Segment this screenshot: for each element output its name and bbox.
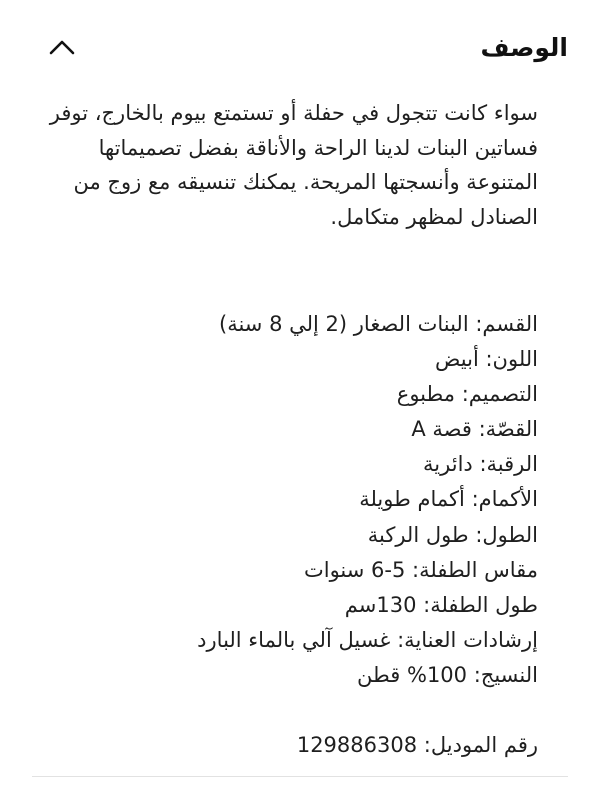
- spec-label: الأكمام:: [471, 487, 538, 512]
- chevron-up-icon: [49, 39, 75, 55]
- spec-value: قصة A: [411, 417, 472, 442]
- spec-value: دائرية: [423, 452, 473, 477]
- description-text: سواء كانت تتجول في حفلة أو تستمتع بيوم بالخارج، توفر فساتين البنات لدينا الراحة والأناقة بفضل تصميماتها المتنوعة وأنسجتها المريحة. يمكنك تنسيقه مع زوج من الصنادل لمظهر متكامل.: [49, 101, 538, 229]
- spec-label: إرشادات العناية:: [397, 627, 538, 652]
- spec-label: النسيج:: [473, 662, 538, 687]
- spec-value: أبيض: [435, 347, 479, 372]
- section-header[interactable]: [40, 22, 568, 72]
- spec-value: البنات الصغار (2 إلي 8 سنة): [219, 312, 469, 336]
- spec-label: مقاس الطفلة:: [412, 557, 538, 582]
- spec-value: مطبوع: [396, 382, 455, 407]
- spec-item: [38, 518, 538, 553]
- model-value: 129886308: [296, 733, 418, 757]
- spec-value: طول الركبة: [367, 522, 469, 547]
- spec-item: [38, 342, 538, 377]
- spec-value: 130سم: [344, 592, 417, 617]
- spec-value: 5-6 سنوات: [303, 557, 406, 582]
- section-divider: [32, 776, 568, 777]
- model-label: رقم الموديل:: [423, 733, 538, 757]
- spec-label: طول الطفلة:: [423, 592, 538, 617]
- spec-label: القصّة:: [478, 417, 538, 442]
- spec-value: غسيل آلي بالماء البارد: [197, 627, 391, 652]
- spec-label: القسم:: [475, 312, 538, 336]
- section-title: الوصف: [480, 32, 568, 62]
- product-description: [38, 96, 538, 234]
- spec-value: 100% قطن: [357, 662, 468, 687]
- model-number: [297, 728, 538, 762]
- spec-item: [38, 307, 538, 342]
- spec-item: [38, 377, 538, 412]
- spec-label: الرقبة:: [479, 452, 538, 477]
- spec-item: [38, 412, 538, 447]
- collapse-button[interactable]: [40, 25, 84, 69]
- spec-label: التصميم:: [461, 382, 538, 407]
- spec-item: [38, 658, 538, 693]
- spec-label: الطول:: [475, 522, 538, 547]
- spec-item: [38, 482, 538, 517]
- spec-item: [38, 447, 538, 482]
- spec-value: أكمام طويلة: [359, 487, 465, 512]
- spec-item: [38, 588, 538, 623]
- spec-item: [38, 553, 538, 588]
- spec-item: [38, 623, 538, 658]
- spec-label: اللون:: [485, 347, 538, 372]
- spec-list: [38, 307, 538, 693]
